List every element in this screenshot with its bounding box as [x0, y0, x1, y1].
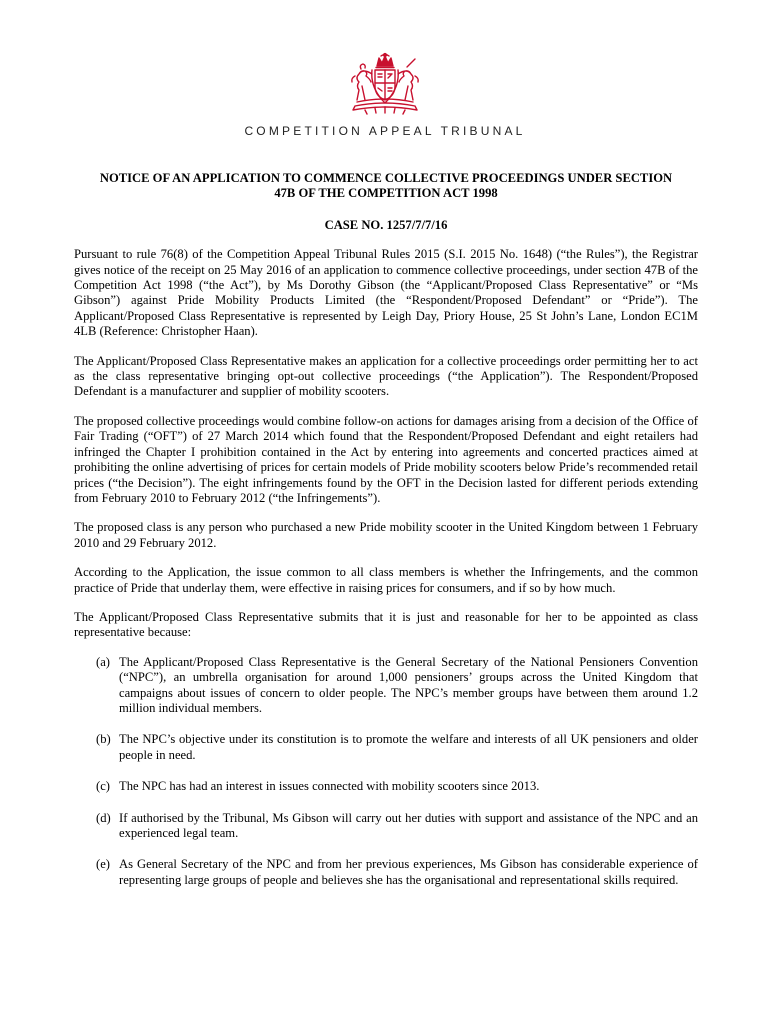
list-item-marker: (e)	[96, 857, 110, 872]
list-item-marker: (b)	[96, 732, 111, 747]
paragraph-common-issue: According to the Application, the issue common to all class members is whether the Infringements, and the common practice of Pride that underlay them, were effective in raising prices for consumers, and if so by how much.	[74, 565, 698, 595]
list-item	[74, 779, 698, 794]
case-number: CASE NO. 1257/7/7/16	[324, 217, 448, 232]
paragraph-proposed-class: The proposed class is any person who purchased a new Pride mobility scooter in the United Kingdom between 1 February 2010 and 29 February 2012.	[74, 520, 698, 550]
list-item-marker: (d)	[96, 810, 111, 825]
tribunal-name: COMPETITION APPEAL TRIBUNAL	[244, 124, 526, 138]
paragraph-application: The Applicant/Proposed Class Representative makes an application for a collective proceedings order permitting her to act as the class representative bringing opt-out collective proceedings (“the Application”). The Respondent/Proposed Defendant is a manufacturer and supplier of mobility scooters.	[74, 353, 698, 399]
list-item-marker: (c)	[96, 779, 110, 794]
list-item-text: The NPC has had an interest in issues connected with mobility scooters since 2013.	[119, 779, 540, 794]
notice-title: NOTICE OF AN APPLICATION TO COMMENCE COLLECTIVE PROCEEDINGS UNDER SECTION 47B OF THE COMPETITION ACT 1998	[99, 171, 673, 201]
list-item-text: The Applicant/Proposed Class Representative is the General Secretary of the National Pensioners Convention (“NPC”), an umbrella organisation for around 1,000 pensioners’ groups across the United Kingdom that campaigns about issues of concern to older people. The NPC’s member groups have between them around 1.2 million individual members.	[119, 654, 698, 715]
list-item	[74, 732, 698, 763]
list-item-text: As General Secretary of the NPC and from her previous experiences, Ms Gibson has considerable experience of representing large groups of people and believes she has the organisational and representational skills required.	[119, 857, 698, 887]
list-item	[74, 857, 698, 888]
list-item	[74, 655, 698, 717]
list-item-text: The NPC’s objective under its constitution is to promote the welfare and interests of all UK pensioners and older people in need.	[119, 732, 698, 762]
royal-coat-of-arms-icon	[335, 52, 435, 116]
reasons-list	[74, 655, 698, 888]
list-item-text: If authorised by the Tribunal, Ms Gibson will carry out her duties with support and assistance of the NPC and an experienced legal team.	[119, 810, 698, 840]
paragraph-rules-notice: Pursuant to rule 76(8) of the Competition Appeal Tribunal Rules 2015 (S.I. 2015 No. 1648) (“the Rules”), the Registrar gives notice of the receipt on 25 May 2016 of an application to commence collective proceedings, under section 47B of the Competition Act 1998 (“the Act”), by Ms Dorothy Gibson (the “Applicant/Proposed Class Representative” or “Ms Gibson”) against Pride Mobility Products Limited (the “Respondent/Proposed Defendant” or “Pride”). The Applicant/Proposed Class Representative is represented by Leigh Day, Priory House, 25 St John’s Lane, London EC1M 4LB (Reference: Christopher Haan).	[74, 247, 698, 339]
paragraph-just-reasonable: The Applicant/Proposed Class Representative submits that it is just and reasonable for her to be appointed as class representative because:	[74, 609, 698, 640]
list-item-marker: (a)	[96, 654, 110, 669]
paragraph-proceedings: The proposed collective proceedings would combine follow-on actions for damages arising from a decision of the Office of Fair Trading (“OFT”) of 27 March 2014 which found that the Respondent/Proposed Defendant and eight retailers had infringed the Chapter I prohibition contained in the Act by entering into agreements and concerted practices aimed at prohibiting the online advertising of prices for certain models of Pride mobility scooters below Pride’s recommended retail prices (“the Decision”). The eight infringements found by the OFT in the Decision lasted for different periods extending from February 2010 to February 2012 (“the Infringements”).	[74, 413, 698, 505]
notice-body	[74, 171, 698, 904]
list-item	[74, 811, 698, 842]
